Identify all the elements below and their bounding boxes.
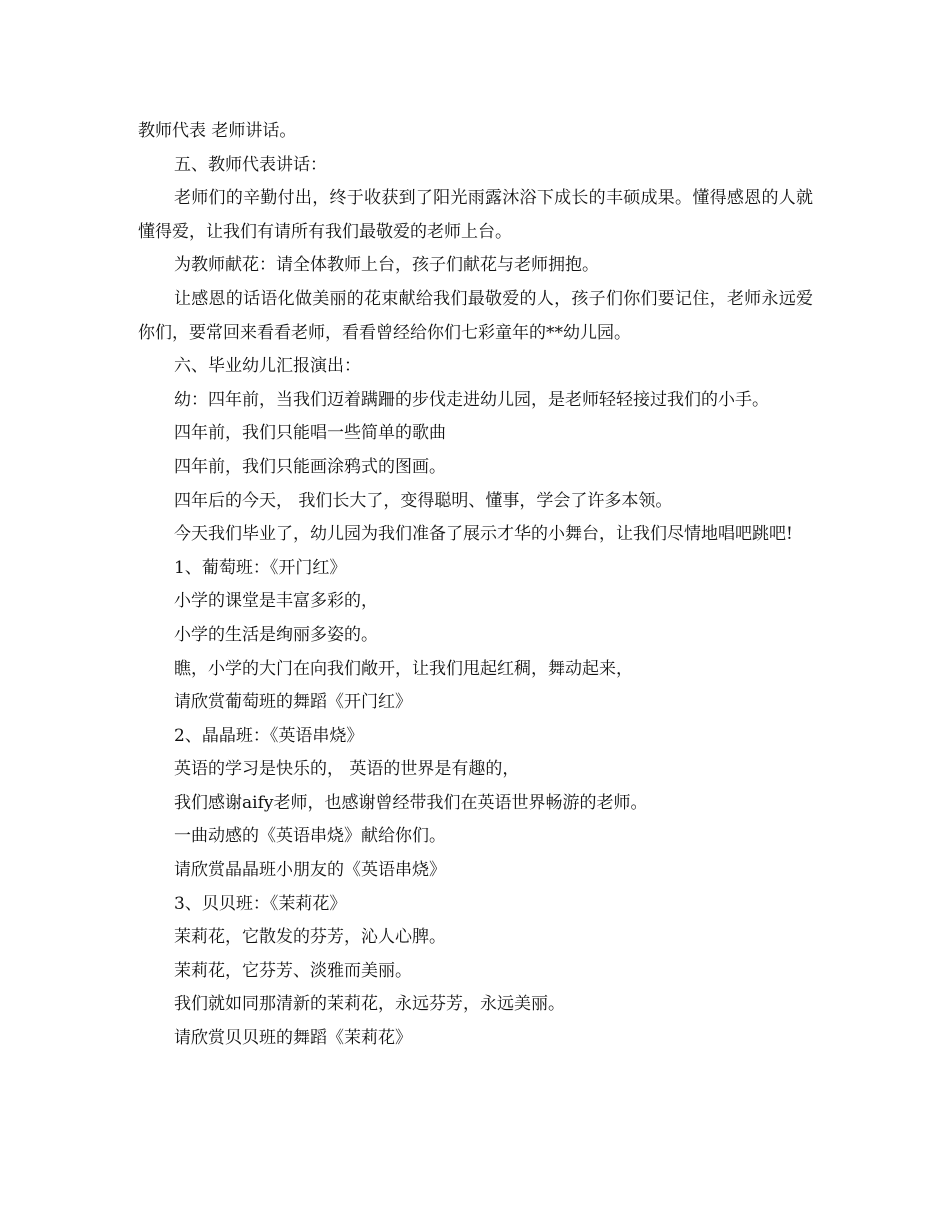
- list-item: 我们感谢aify老师，也感谢曾经带我们在英语世界畅游的老师。: [174, 792, 648, 813]
- list-item: 请欣赏晶晶班小朋友的《英语串烧》: [174, 860, 446, 881]
- paragraph-gratitude: 让感恩的话语化做美丽的花束献给我们最敬爱的人，孩子们你们要记住，老师永远爱你们，要常回来看看老师，看看曾经给你们七彩童年的**幼儿园。: [138, 288, 813, 343]
- list-item: 请欣赏贝贝班的舞蹈《茉莉花》: [174, 1028, 412, 1049]
- section-heading-performance: 六、毕业幼儿汇报演出：: [174, 356, 361, 377]
- list-item: 茉莉花，它芬芳、淡雅而美丽。: [174, 960, 412, 981]
- section-heading-teacher-speech: 五、教师代表讲话：: [174, 154, 327, 175]
- list-item: 瞧，小学的大门在向我们敞开，让我们甩起红稠，舞动起来，: [174, 658, 633, 679]
- list-item: 英语的学习是快乐的， 英语的世界是有趣的，: [174, 759, 520, 780]
- list-item: 请欣赏葡萄班的舞蹈《开门红》: [174, 692, 412, 713]
- list-item: 我们就如同那清新的茉莉花，永远芬芳，永远美丽。: [174, 994, 565, 1015]
- paragraph-flower-presentation: 为教师献花：请全体教师上台，孩子们献花与老师拥抱。: [174, 255, 599, 276]
- list-item: 小学的生活是绚丽多姿的。: [174, 624, 378, 645]
- paragraph-child-line-2: 四年前，我们只能唱一些简单的歌曲: [174, 423, 446, 444]
- paragraph-teacher-thanks: 老师们的辛勤付出，终于收获到了阳光雨露沐浴下成长的丰硕成果。懂得感恩的人就懂得爱，让我们有请所有我们最敬爱的老师上台。: [138, 188, 813, 242]
- document-body: [138, 115, 813, 1056]
- list-item: 一曲动感的《英语串烧》献给你们。: [174, 826, 446, 847]
- program-item-grape-class: 1、葡萄班：《开门红》: [174, 557, 347, 578]
- paragraph-child-line-4: 四年后的今天， 我们长大了，变得聪明、懂事，学会了许多本领。: [174, 490, 673, 511]
- list-item: 小学的课堂是丰富多彩的，: [174, 591, 378, 612]
- paragraph-child-line-3: 四年前，我们只能画涂鸦式的图画。: [174, 456, 446, 477]
- paragraph-child-line-1: 幼：四年前，当我们迈着蹒跚的步伐走进幼儿园，是老师轻轻接过我们的小手。: [174, 389, 769, 410]
- list-item: 茉莉花，它散发的芬芳，沁人心脾。: [174, 927, 446, 948]
- program-item-jingjing-class: 2、晶晶班：《英语串烧》: [174, 725, 364, 746]
- paragraph-speaker-line: 教师代表 老师讲话。: [138, 121, 297, 141]
- program-item-beibei-class: 3、贝贝班：《茉莉花》: [174, 893, 347, 914]
- paragraph-graduation: 今天我们毕业了，幼儿园为我们准备了展示才华的小舞台，让我们尽情地唱吧跳吧!: [174, 524, 793, 545]
